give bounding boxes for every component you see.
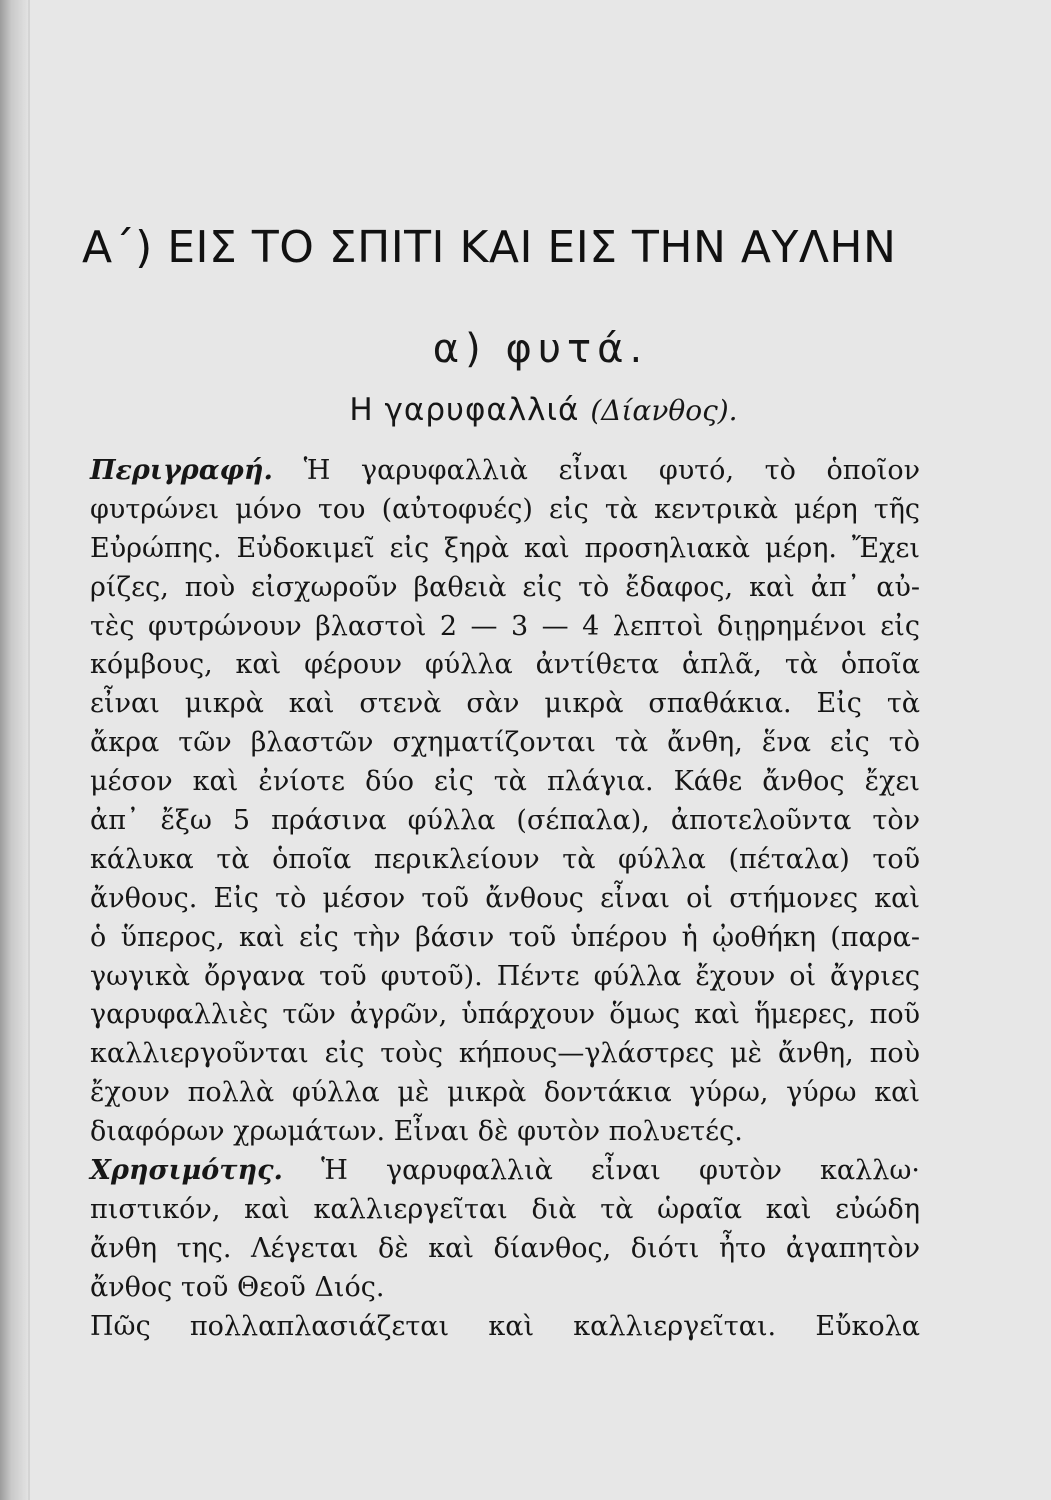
text-line (90, 1269, 920, 1308)
text-line (90, 1152, 920, 1191)
line-text: εἶναι μικρὰ καὶ στενὰ σὰν μικρὰ σπαθάκια. Εἰς τὰ (90, 688, 920, 720)
text-line (90, 996, 920, 1035)
line-text: ρίζες, ποὺ εἰσχωροῦν βαθειὰ εἰς τὸ ἔδαφος, καὶ ἀπ᾿ αὐ- (90, 571, 920, 603)
line-text: κόμβους, καὶ φέρουν φύλλα ἀντίθετα ἁπλᾶ, τὰ ὁποῖα (90, 649, 920, 681)
line-text: ὁ ὕπερος, καὶ εἰς τὴν βάσιν τοῦ ὑπέρου ἡ ᾠοθήκη (παρα- (90, 921, 920, 953)
line-text: ἄκρα τῶν βλαστῶν σχηματίζονται τὰ ἄνθη, ἕνα εἰς τὸ (90, 727, 920, 759)
line-text: ἔχουν πολλὰ φύλλα μὲ μικρὰ δοντάκια γύρω, γύρω καὶ (90, 1077, 920, 1109)
text-line (90, 724, 920, 763)
line-text: ἄνθους. Εἰς τὸ μέσον τοῦ ἄνθους εἶναι οἱ στήμονες καὶ (90, 882, 920, 914)
line-text: καλλιεργοῦνται εἰς τοὺς κήπους—γλάστρες μὲ ἄνθη, ποὺ (90, 1038, 920, 1070)
line-text: Ἡ γαρυφαλλιὰ εἶναι φυτό, τὸ ὁποῖον (272, 455, 920, 486)
subsection-latin-name: (Δίανθος). (590, 394, 738, 427)
text-line (90, 958, 920, 997)
text-line (90, 685, 920, 724)
text-line (90, 569, 920, 608)
subsection-title (0, 392, 1051, 428)
line-text: διαφόρων χρωμάτων. Εἶναι δὲ φυτὸν πολυετές. (90, 1116, 743, 1148)
text-line (90, 1035, 920, 1074)
text-line (90, 763, 920, 802)
line-text: ἄνθη της. Λέγεται δὲ καὶ δίανθος, διότι ἦτο ἀγαπητὸν (90, 1232, 920, 1264)
line-text: τὲς φυτρώνουν βλαστοὶ 2 — 3 — 4 λεπτοὶ διῃρημένοι εἰς (90, 610, 920, 642)
text-line (90, 1230, 920, 1269)
line-text: φυτρώνει μόνο του (αὐτοφυές) εἰς τὰ κεντρικὰ μέρη τῆς (90, 493, 920, 525)
text-line (90, 880, 920, 919)
text-line (90, 491, 920, 530)
chapter-title: Α΄) ΕΙΣ ΤΟ ΣΠΙΤΙ ΚΑΙ ΕΙΣ ΤΗΝ ΑΥΛΗΝ (82, 222, 897, 273)
text-line (90, 919, 920, 958)
line-text: Ἡ γαρυφαλλιὰ εἶναι φυτὸν καλλω· (282, 1155, 920, 1187)
text-line (90, 1308, 920, 1347)
text-line (90, 608, 920, 647)
line-text: γωγικὰ ὄργανα τοῦ φυτοῦ). Πέντε φύλλα ἔχουν οἱ ἄγριες (90, 960, 920, 992)
line-text: Εὐρώπης. Εὐδοκιμεῖ εἰς ξηρὰ καὶ προσηλιακὰ μέρη. Ἔχει (90, 532, 920, 564)
line-text: κάλυκα τὰ ὁποῖα περικλείουν τὰ φύλλα (πέταλα) τοῦ (90, 843, 920, 875)
text-line (90, 452, 920, 491)
text-line (90, 646, 920, 685)
line-text: Πῶς πολλαπλασιάζεται καὶ καλλιεργεῖται. Εὔκολα (90, 1310, 920, 1342)
text-line (90, 802, 920, 841)
page-edge (28, 0, 30, 1500)
paragraph-heading: Χρησιμότης. (90, 1155, 283, 1187)
line-text: μέσον καὶ ἐνίοτε δύο εἰς τὰ πλάγια. Κάθε ἄνθος ἔχει (90, 766, 920, 798)
section-title: α) φυτά. (432, 326, 649, 372)
text-line (90, 530, 920, 569)
paragraph-heading: Περιγραφή. (90, 455, 273, 486)
line-text: ἄνθος τοῦ Θεοῦ Διός. (90, 1271, 385, 1303)
text-line (90, 1113, 920, 1152)
line-text: γαρυφαλλιὲς τῶν ἀγρῶν, ὑπάρχουν ὅμως καὶ ἥμερες, ποῦ (90, 999, 920, 1031)
text-line (90, 1191, 920, 1230)
text-line (90, 841, 920, 880)
subsection-name: Η γαρυφαλλιά (349, 392, 580, 428)
text-line (90, 1074, 920, 1113)
line-text: πιστικόν, καὶ καλλιεργεῖται διὰ τὰ ὡραῖα καὶ εὐώδη (90, 1193, 920, 1225)
line-text: ἀπ᾿ ἔξω 5 πράσινα φύλλα (σέπαλα), ἀποτελοῦντα τὸν (90, 805, 920, 837)
body-text (90, 452, 920, 1346)
page-gutter-shadow (0, 0, 28, 1500)
